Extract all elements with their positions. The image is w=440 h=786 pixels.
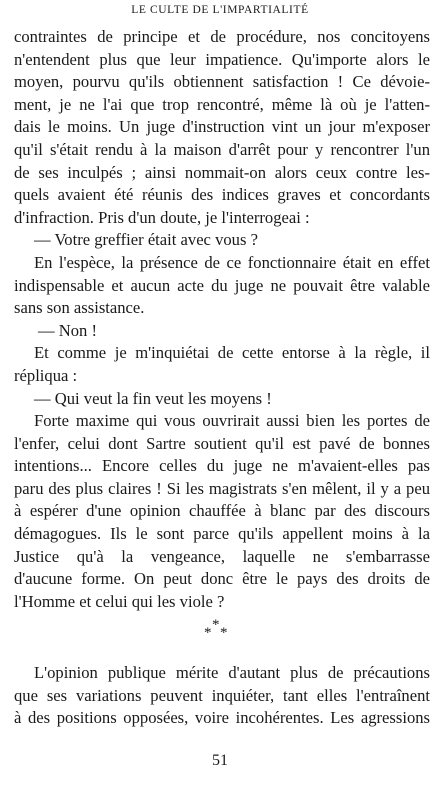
body-line: qu'il s'était rendu à la maison d'arrêt pour y rencontrer l'un bbox=[14, 139, 430, 159]
asterisk: * bbox=[212, 617, 220, 633]
body-line: contraintes de principe et de procédure, nos concitoyens bbox=[14, 27, 430, 46]
body-line: En l'espèce, la présence de ce fonctionnaire était en effet bbox=[34, 252, 430, 272]
body-line: d'aucune forme. On peut donc être le pays des droits de bbox=[14, 569, 430, 589]
body-line: paru des plus claires ! Si les magistrats s'en mêlent, il y a peu bbox=[14, 478, 430, 498]
body-line: que ses variations peuvent inquiéter, tant elles l'entraînent bbox=[14, 685, 430, 705]
body-line: démagogues. Ils le sont parce qu'ils appellent moins à la bbox=[14, 524, 430, 544]
body-line: de ses inculpés ; ainsi nommait-on alors ceux contre les- bbox=[14, 162, 430, 182]
section-break-asterism bbox=[0, 618, 440, 648]
asterisk: * bbox=[220, 625, 228, 641]
asterisk: * bbox=[204, 625, 212, 641]
body-line: Justice qu'à la vengeance, laquelle ne s'embarrasse bbox=[14, 546, 430, 566]
page-number: 51 bbox=[212, 752, 228, 769]
body-line: Forte maxime qui vous ouvrirait aussi bien les portes de bbox=[34, 411, 430, 431]
body-line: à des positions opposées, voire incohérentes. Les agressions bbox=[14, 708, 430, 728]
body-line: dais le moins. Un juge d'instruction vint un jour m'exposer bbox=[14, 117, 430, 137]
body-line: répliqua : bbox=[14, 365, 78, 385]
body-line: à espérer d'une opinion chauffée à blanc par des discours bbox=[14, 501, 430, 521]
body-line: intentions... Encore celles du juge ne m'avaient-elles pas bbox=[14, 456, 430, 476]
body-line: Et comme je m'inquiétai de cette entorse à la règle, il bbox=[34, 343, 430, 363]
running-header: LE CULTE DE L'IMPARTIALITÉ bbox=[131, 4, 309, 16]
body-line: quels avaient été réunis des indices graves et concordants bbox=[14, 185, 430, 205]
dialogue-line: — Votre greffier était avec vous ? bbox=[34, 230, 258, 250]
body-line: d'infraction. Pris d'un doute, je l'interrogeai : bbox=[14, 207, 310, 227]
body-line: n'entendent plus que leur impatience. Qu'importe alors le bbox=[14, 49, 430, 69]
body-line: l'Homme et celui qui les viole ? bbox=[14, 591, 225, 611]
body-line: L'opinion publique mérite d'autant plus de précautions bbox=[34, 663, 430, 682]
body-line: ment, je ne l'ai que trop rencontré, même là où je l'atten- bbox=[14, 94, 430, 114]
dialogue-line: — Qui veut la fin veut les moyens ! bbox=[34, 388, 272, 408]
dialogue-line: — Non ! bbox=[38, 320, 97, 340]
body-line: l'enfer, celui dont Sartre soutient qu'il est pavé de bonnes bbox=[14, 433, 430, 453]
second-section-text bbox=[14, 662, 430, 730]
body-line: indispensable et aucun acte du juge ne pouvait être valable bbox=[14, 275, 430, 295]
body-line: moyen, pourvu qu'ils obtiennent satisfaction ! Ce dévoie- bbox=[14, 72, 430, 92]
body-line: sans son assistance. bbox=[14, 298, 145, 318]
body-text bbox=[14, 26, 430, 613]
